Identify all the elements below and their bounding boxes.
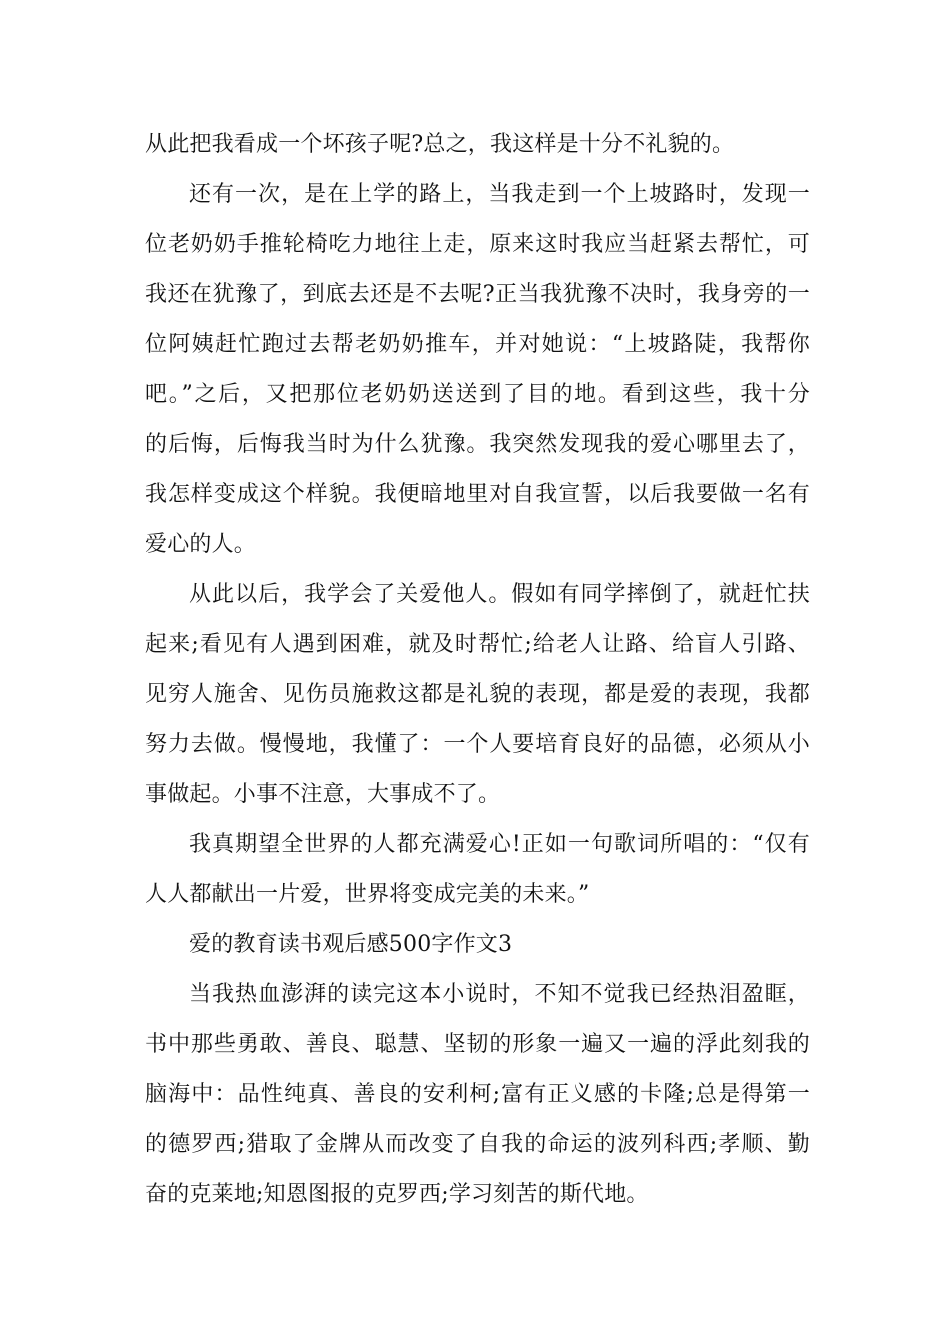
text-line: 从此以后，我学会了关爱他人。假如有同学摔倒了，就赶忙扶 [189,582,810,607]
text-line: 还有一次，是在上学的路上，当我走到一个上坡路时，发现一 [189,182,810,207]
text-line: 的后悔，后悔我当时为什么犹豫。我突然发现我的爱心哪里去了， [145,432,810,457]
text-line: 脑海中：品性纯真、善良的安利柯;富有正义感的卡隆;总是得第一 [145,1082,810,1107]
text-line: 事做起。小事不注意，大事成不了。 [145,782,501,807]
text-line: 书中那些勇敢、善良、聪慧、坚韧的形象一遍又一遍的浮此刻我的 [145,1032,810,1057]
text-line: 见穷人施舍、见伤员施救这都是礼貌的表现，都是爱的表现，我都 [145,682,810,707]
text-line: 我怎样变成这个样貌。我便暗地里对自我宣誓，以后我要做一名有 [145,482,810,507]
text-line: 人人都献出一片爱，世界将变成完美的未来。” [145,882,590,907]
text-line: 努力去做。慢慢地，我懂了：一个人要培育良好的品德，必须从小 [145,732,810,757]
text-line: 我真期望全世界的人都充满爱心!正如一句歌词所唱的：“仅有 [189,832,810,857]
text-line: 位阿姨赶忙跑过去帮老奶奶推车，并对她说：“上坡路陡，我帮你 [145,332,810,357]
text-line: 爱心的人。 [145,532,257,557]
text-line: 奋的克莱地;知恩图报的克罗西;学习刻苦的斯代地。 [145,1182,649,1207]
text-line: 当我热血澎湃的读完这本小说时，不知不觉我已经热泪盈眶， [189,982,810,1007]
document-body [145,120,810,1220]
text-line: 的德罗西;猎取了金牌从而改变了自我的命运的波列科西;孝顺、勤 [145,1132,810,1157]
text-line: 起来;看见有人遇到困难，就及时帮忙;给老人让路、给盲人引路、 [145,632,810,657]
text-line: 从此把我看成一个坏孩子呢?总之，我这样是十分不礼貌的。 [145,132,735,157]
text-line: 位老奶奶手推轮椅吃力地往上走，原来这时我应当赶紧去帮忙，可 [145,232,810,257]
text-line: 我还在犹豫了，到底去还是不去呢?正当我犹豫不决时，我身旁的一 [145,282,810,307]
text-line: 爱的教育读书观后感500字作文3 [189,932,513,957]
text-line: 吧。”之后，又把那位老奶奶送送到了目的地。看到这些，我十分 [145,382,810,407]
